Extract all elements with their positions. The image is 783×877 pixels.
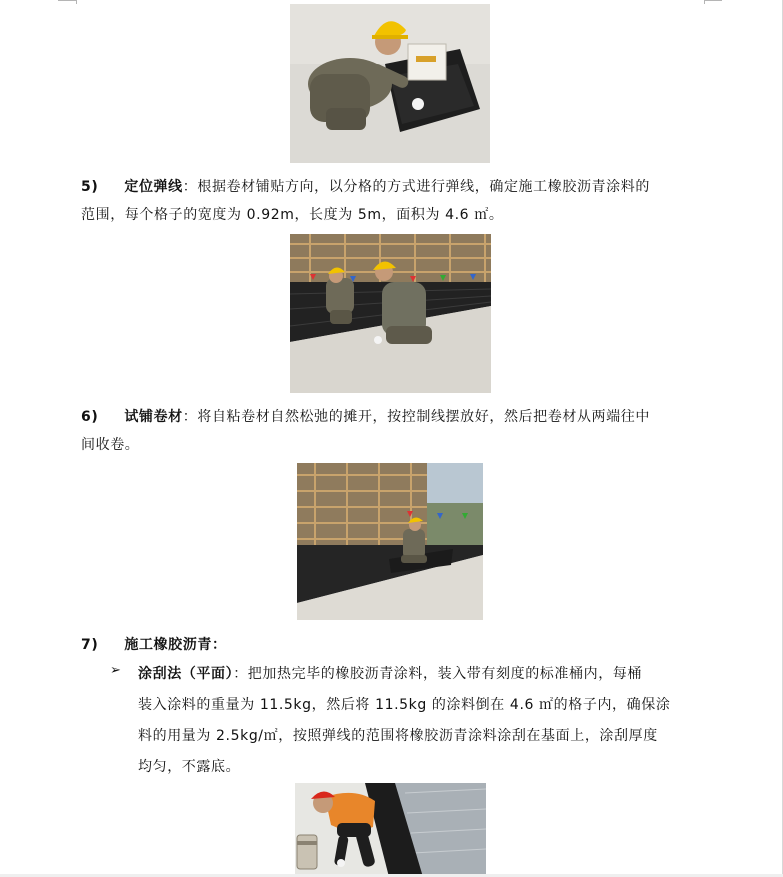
section5-number: 5) bbox=[81, 179, 99, 195]
crop-mark-top-right-vertical bbox=[704, 0, 705, 4]
photo-trial-laying-membrane bbox=[297, 463, 483, 620]
section6-heading: 试铺卷材 bbox=[124, 409, 183, 425]
section6-line2: 间收卷。 bbox=[81, 437, 140, 453]
section6-line1 bbox=[81, 406, 650, 426]
section5-text-1: ：根据卷材铺贴方向，以分格的方式进行弹线，确定施工橡胶沥青涂料的 bbox=[182, 179, 650, 195]
photo-worker-scraping-coating bbox=[295, 783, 486, 877]
bullet1-line4: 均匀，不露底。 bbox=[138, 759, 241, 775]
bullet1-heading: 涂刮法（平面） bbox=[138, 666, 234, 682]
section7-heading: 施工橡胶沥青： bbox=[124, 637, 227, 653]
crop-mark-top-left-vertical bbox=[76, 0, 77, 4]
bullet1-line3: 料的用量为 2.5kg/㎡，按照弹线的范围将橡胶沥青涂料涂刮在基面上，涂刮厚度 bbox=[138, 728, 658, 744]
section7-number: 7) bbox=[81, 637, 99, 653]
section5-line2: 范围，每个格子的宽度为 0.92m，长度为 5m，面积为 4.6 ㎡。 bbox=[81, 207, 504, 223]
section5-heading: 定位弹线 bbox=[124, 179, 183, 195]
photo-worker-kneeling bbox=[290, 4, 490, 163]
section6-text-1: ：将自粘卷材自然松弛的摊开，按控制线摆放好，然后把卷材从两端往中 bbox=[182, 409, 650, 425]
bullet1-line1 bbox=[138, 663, 642, 683]
bullet-arrow-icon: ➢ bbox=[110, 663, 121, 678]
section7-line bbox=[81, 634, 227, 654]
crop-mark-top-left bbox=[58, 0, 76, 2]
photo-workers-marking-lines bbox=[290, 234, 491, 393]
section5-line1 bbox=[81, 176, 650, 196]
crop-mark-top-right bbox=[704, 0, 722, 2]
section6-number: 6) bbox=[81, 409, 99, 425]
bullet1-line2: 装入涂料的重量为 11.5kg，然后将 11.5kg 的涂料倒在 4.6 ㎡的格子内，确保涂 bbox=[138, 697, 671, 713]
bullet1-text-1: ：把加热完毕的橡胶沥青涂料，装入带有刻度的标准桶内，每桶 bbox=[233, 666, 643, 682]
